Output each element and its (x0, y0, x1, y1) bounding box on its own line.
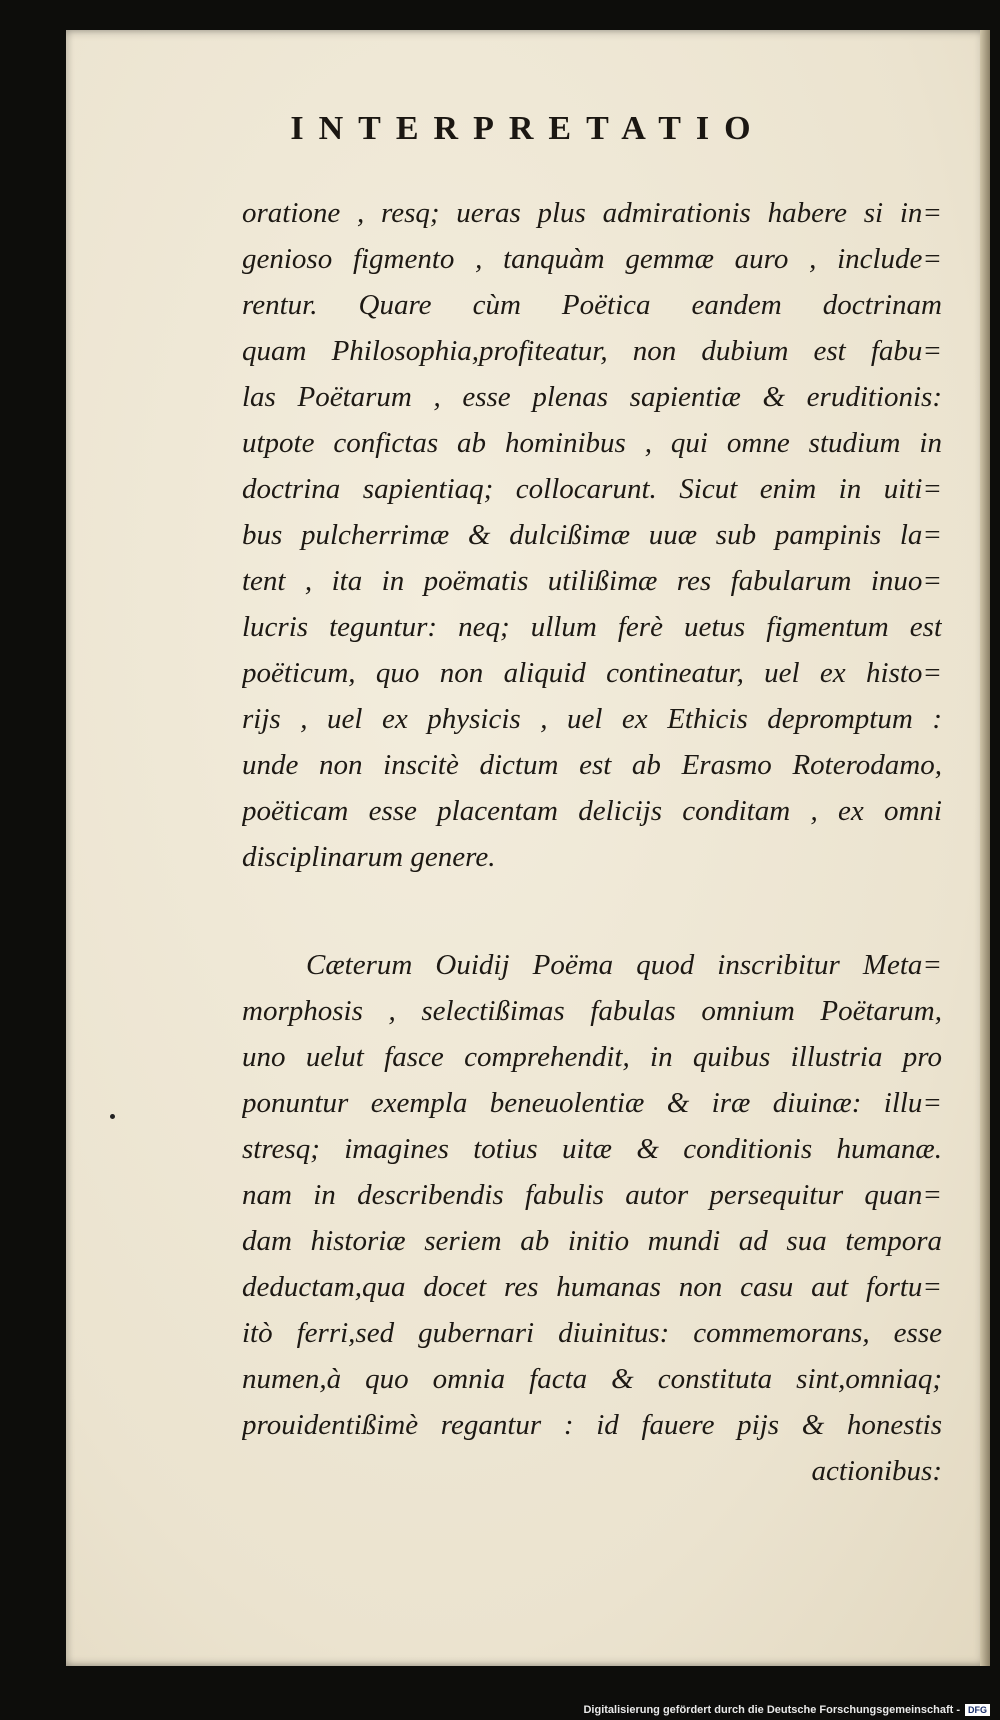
text-line: itò ferri,sed gubernari diuinitus: commemorans, esse (242, 1317, 942, 1349)
text-line: uno uelut fasce comprehendit, in quibus illustria pro (242, 1041, 942, 1073)
page-edge (980, 30, 990, 1666)
text-line: genioso figmento , tanquàm gemmæ auro , include= (242, 243, 942, 275)
text-line: prouidentißimè regantur : id fauere pijs & honestis (242, 1409, 942, 1441)
text-line: deductam,qua docet res humanas non casu aut fortu= (242, 1271, 942, 1303)
text-line: quam Philosophia,profiteatur, non dubium est fabu= (242, 335, 942, 367)
catchword: actionibus: (811, 1455, 942, 1487)
text-line: poëticum, quo non aliquid contineatur, uel ex histo= (242, 657, 942, 689)
text-line: lucris teguntur: neq; ullum ferè uetus figmentum est (242, 611, 942, 643)
book-page (66, 30, 990, 1666)
text-line: dam historiæ seriem ab initio mundi ad sua tempora (242, 1225, 942, 1257)
text-line: oratione , resq; ueras plus admirationis habere si in= (242, 197, 942, 229)
text-line: las Poëtarum , esse plenas sapientiæ & eruditionis: (242, 381, 942, 413)
text-line: utpote confictas ab hominibus , qui omne studium in (242, 427, 942, 459)
text-line: morphosis , selectißimas fabulas omnium Poëtarum, (242, 995, 942, 1027)
footer-text: Digitalisierung gefördert durch die Deutsche Forschungsgemeinschaft - (583, 1704, 960, 1716)
text-line: disciplinarum genere. (242, 841, 496, 873)
text-line: bus pulcherrimæ & dulcißimæ uuæ sub pampinis la= (242, 519, 942, 551)
text-line: numen,à quo omnia facta & constituta sint,omniaq; (242, 1363, 942, 1395)
text-line: tent , ita in poëmatis utilißimæ res fabularum inuo= (242, 565, 942, 597)
text-line: doctrina sapientiaq; collocarunt. Sicut enim in uiti= (242, 473, 942, 505)
paragraph-gap (242, 880, 942, 942)
text-line: stresq; imagines totius uitæ & conditionis humanæ. (242, 1133, 942, 1165)
text-line: rijs , uel ex physicis , uel ex Ethicis depromptum : (242, 703, 942, 735)
text-line: Cæterum Ouidij Poëma quod inscribitur Meta= (306, 949, 942, 981)
text-line: unde non inscitè dictum est ab Erasmo Roterodamo, (242, 749, 942, 781)
body-text (242, 190, 942, 1494)
margin-mark (110, 1114, 115, 1119)
text-line: nam in describendis fabulis autor persequitur quan= (242, 1179, 942, 1211)
text-line: ponuntur exempla beneuolentiæ & iræ diuinæ: illu= (242, 1087, 942, 1119)
running-head: INTERPRETATIO (290, 110, 766, 147)
text-line: poëticam esse placentam delicijs conditam , ex omni (242, 795, 942, 827)
dfg-logo: DFG (965, 1704, 990, 1716)
footer (583, 1704, 990, 1716)
text-line: rentur. Quare cùm Poëtica eandem doctrinam (242, 289, 942, 321)
